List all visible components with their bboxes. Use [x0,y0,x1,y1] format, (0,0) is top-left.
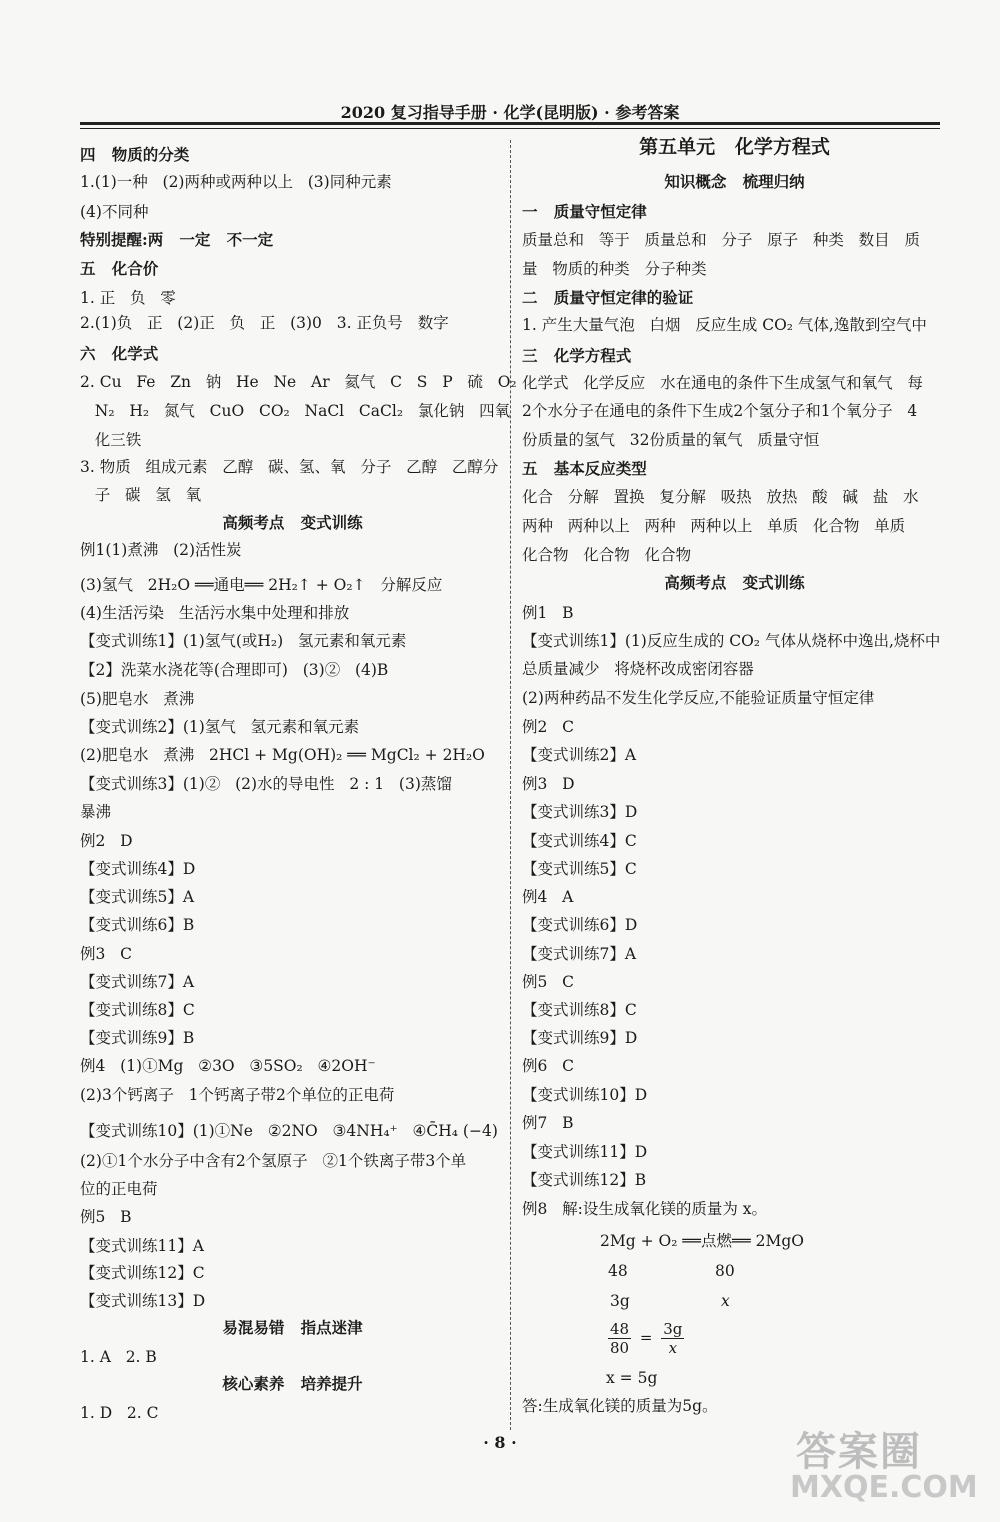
variant-line: 【变式训练9】D [522,1029,638,1047]
watermark-logo [790,1420,985,1515]
fraction-numerator: 48 [610,1320,630,1338]
example-line: 例5 B [80,1208,132,1226]
header-rule-thin [80,128,940,129]
calc-result: x = 5g [606,1369,658,1387]
page-number: · 8 · [483,1433,517,1452]
answer-line: (2)①1个水分子中含有2个氢原子 ②1个铁离子带3个单 [80,1152,467,1170]
answer-line: 总质量减少 将烧杯改成密闭容器 [522,660,754,678]
equals-sign: = [639,1328,653,1347]
example-line: 例1 B [522,604,574,622]
variant-line: 【变式训练8】C [80,1001,195,1019]
example-line: 例4 (1)①Mg ②3O ③5SO₂ ④2OH⁻ [80,1057,376,1075]
example-line: 例5 C [522,973,575,991]
mass-ratio-mgo: 80 [715,1262,735,1280]
fraction-left [608,1320,631,1357]
page-header: 2020 复习指导手册 · 化学(昆明版) · 参考答案 [340,103,680,122]
variant-line: 【变式训练10】D [522,1086,648,1104]
answer-line: 暴沸 [80,803,112,821]
answer-line: 2.(1)负 正 (2)正 负 正 (3)0 3. 正负号 数字 [80,314,449,332]
example-line: 例3 D [522,775,575,793]
fraction-right [661,1320,684,1357]
equation-line: (3)氢气 2H₂O ══通电══ 2H₂↑ + O₂↑ 分解反应 [80,576,443,594]
example-line: 例1(1)煮沸 (2)活性炭 [80,541,242,559]
example-line: 例6 C [522,1057,575,1075]
subsection-title: 易混易错 指点迷津 [222,1318,363,1337]
answer-line: (2)3个钙离子 1个钙离子带2个单位的正电荷 [80,1086,395,1104]
answer-line: 2. Cu Fe Zn 钠 He Ne Ar 氦气 C S P 硫 O₂ [80,373,517,391]
variant-line: 【变式训练11】A [80,1237,204,1255]
section-heading: 四 物质的分类 [80,145,190,164]
section-heading: 二 质量守恒定律的验证 [522,288,694,307]
answer-line: 量 物质的种类 分子种类 [522,260,707,278]
answer-line: (4)不同种 [80,203,149,221]
variant-line: 【变式训练4】D [80,860,196,878]
variant-line: 【变式训练7】A [80,973,195,991]
section-heading: 六 化学式 [80,344,159,363]
unknown-mass: x [721,1292,730,1310]
variant-line: 【变式训练2】(1)氢气 氢元素和氧元素 [80,718,360,736]
variant-line: 【变式训练8】C [522,1001,637,1019]
answer-line: 2个水分子在通电的条件下生成2个氢分子和1个氧分子 4 [522,402,918,420]
equation-line: (2)肥皂水 煮沸 2HCl + Mg(OH)₂ ══ MgCl₂ + 2H₂O [80,746,485,764]
variant-line: 【2】洗菜水浇花等(合理即可) (3)② (4)B [80,661,389,679]
variant-line: 【变式训练2】A [522,746,637,764]
subsection-title: 核心素养 培养提升 [222,1374,363,1393]
subsection-title: 知识概念 梳理归纳 [664,172,805,191]
section-heading: 三 化学方程式 [522,346,632,365]
reaction-equation: 2Mg + O₂ ══点燃══ 2MgO [600,1232,804,1250]
proportion [604,1320,688,1357]
answer-line: 化合物 化合物 化合物 [522,546,692,564]
answer-line: 子 碳 氢 氧 [80,486,202,504]
given-mass: 3g [610,1292,630,1310]
example-line: 例4 A [522,888,574,906]
final-answer: 答:生成氧化镁的质量为5g。 [522,1397,718,1415]
example-line: 例7 B [522,1114,574,1132]
variant-line: 【变式训练5】C [522,860,637,878]
variant-line: 【变式训练1】(1)反应生成的 CO₂ 气体从烧杯中逸出,烧杯中 [522,632,941,650]
fraction-denominator: x [668,1339,678,1357]
section-heading: 一 质量守恒定律 [522,202,647,221]
answer-line: 1.(1)一种 (2)两种或两种以上 (3)同种元素 [80,173,392,191]
section-heading: 五 化合价 [80,259,159,278]
header-rule [80,122,940,125]
tip-line: 特别提醒:两 一定 不一定 [80,230,274,249]
example-line: 例2 D [80,832,133,850]
answer-line: 1. D 2. C [80,1404,159,1422]
variant-line: 【变式训练3】(1)② (2)水的导电性 2 : 1 (3)蒸馏 [80,775,452,793]
section-heading: 五 基本反应类型 [522,459,647,478]
example-line: 例3 C [80,945,133,963]
variant-line: 【变式训练3】D [522,803,638,821]
watermark-url: MXQE.COM [790,1470,978,1505]
answer-line: 1. 产生大量气泡 白烟 反应生成 CO₂ 气体,逸散到空气中 [522,316,927,334]
variant-line: 【变式训练10】(1)①Ne ②2NO ③4NH₄⁺ ④C̄H₄ (−4) [80,1122,498,1140]
answer-line: 质量总和 等于 质量总和 分子 原子 种类 数目 质 [522,231,920,249]
variant-line: 【变式训练9】B [80,1029,195,1047]
column-divider [510,140,511,1430]
variant-line: 【变式训练5】A [80,888,195,906]
fraction-denominator: 80 [610,1339,630,1357]
answer-line: 3. 物质 组成元素 乙醇 碳、氢、氧 分子 乙醇 乙醇分 [80,458,499,476]
answer-line: 1. 正 负 零 [80,289,176,307]
variant-line: 【变式训练6】D [522,916,638,934]
answer-line: 两种 两种以上 两种 两种以上 单质 化合物 单质 [522,517,906,535]
answer-line: 化三铁 [80,431,142,449]
subsection-title: 高频考点 变式训练 [222,513,363,532]
mass-ratio-mg: 48 [608,1262,628,1280]
variant-line: 【变式训练12】B [522,1171,647,1189]
watermark-text: 答案圈 [796,1428,922,1475]
example-line: 例2 C [522,718,575,736]
answer-line: 1. A 2. B [80,1348,157,1366]
variant-line: 【变式训练11】D [522,1143,648,1161]
subsection-title: 高频考点 变式训练 [664,573,805,592]
variant-line: 【变式训练4】C [522,832,637,850]
unit-title: 第五单元 化学方程式 [639,136,830,158]
answer-line: (5)肥皂水 煮沸 [80,690,195,708]
variant-line: 【变式训练7】A [522,945,637,963]
answer-line: (2)两种药品不发生化学反应,不能验证质量守恒定律 [522,689,875,707]
answer-line: 化学式 化学反应 水在通电的条件下生成氢气和氧气 每 [522,374,923,392]
answer-line: 份质量的氢气 32份质量的氧气 质量守恒 [522,431,820,449]
variant-line: 【变式训练1】(1)氢气(或H₂) 氢元素和氧元素 [80,632,407,650]
answer-line: (4)生活污染 生活污水集中处理和排放 [80,604,350,622]
variant-line: 【变式训练12】C [80,1264,205,1282]
example-line: 例8 解:设生成氧化镁的质量为 x。 [522,1200,768,1218]
answer-line: N₂ H₂ 氮气 CuO CO₂ NaCl CaCl₂ 氯化钠 四氧 [80,402,511,420]
answer-line: 位的正电荷 [80,1180,158,1198]
fraction-numerator: 3g [663,1320,683,1338]
variant-line: 【变式训练13】D [80,1292,206,1310]
variant-line: 【变式训练6】B [80,916,195,934]
answer-line: 化合 分解 置换 复分解 吸热 放热 酸 碱 盐 水 [522,488,919,506]
